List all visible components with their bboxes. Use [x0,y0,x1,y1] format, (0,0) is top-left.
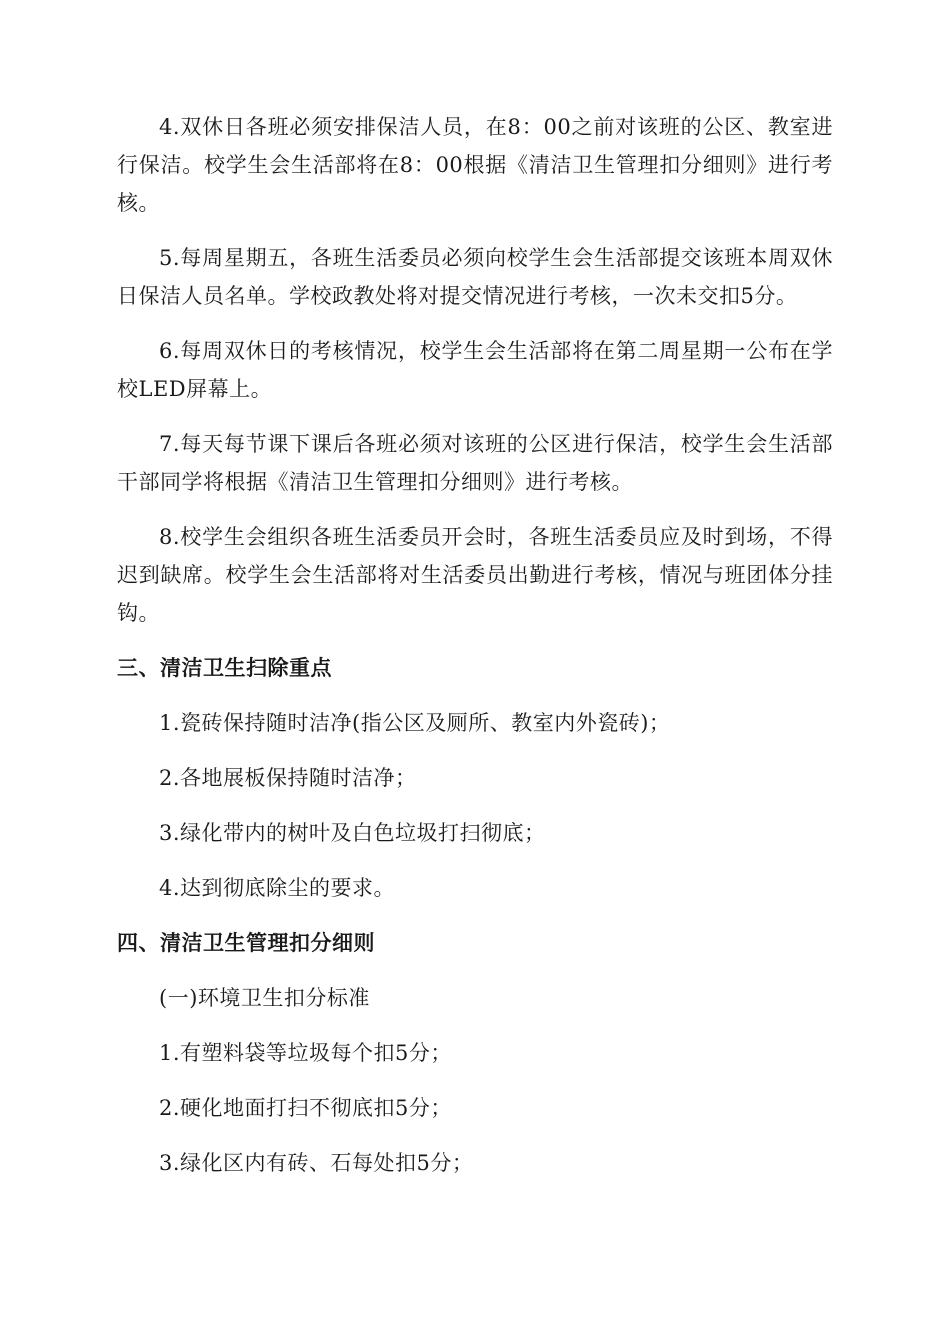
subsection-heading: (一)环境卫生扣分标准 [159,986,370,1010]
section-heading-4: 四、清洁卫生管理扣分细则 [117,931,375,955]
paragraph-item-4: 4.双休日各班必须安排保洁人员，在8：00之前对该班的公区、教室进行保洁。校学生会生活部将在8：00根据《清洁卫生管理扣分细则》进行考核。 [117,115,833,215]
document-page [117,108,833,1182]
list-item: 2.硬化地面打扫不彻底扣5分； [159,1096,452,1120]
list-item: 3.绿化区内有砖、石每处扣5分； [159,1151,474,1175]
list-item: 2.各地展板保持随时洁净； [159,766,417,790]
section-heading-3: 三、清洁卫生扫除重点 [117,656,332,680]
paragraph-item-6: 6.每周双休日的考核情况，校学生会生活部将在第二周星期一公布在学校LED屏幕上。 [117,339,833,401]
paragraph-item-7: 7.每天每节课下课后各班必须对该班的公区进行保洁，校学生会生活部干部同学将根据《清洁卫生管理扣分细则》进行考核。 [117,432,833,494]
paragraph-item-5: 5.每周星期五，各班生活委员必须向校学生会生活部提交该班本周双休日保洁人员名单。学校政教处将对提交情况进行考核，一次未交扣5分。 [117,246,833,308]
list-item: 1.有塑料袋等垃圾每个扣5分； [159,1041,452,1065]
list-item: 1.瓷砖保持随时洁净(指公区及厕所、教室内外瓷砖)； [159,711,671,735]
list-item: 3.绿化带内的树叶及白色垃圾打扫彻底； [159,821,546,845]
paragraph-item-8: 8.校学生会组织各班生活委员开会时，各班生活委员应及时到场，不得迟到缺席。校学生会生活部将对生活委员出勤进行考核，情况与班团体分挂钩。 [117,525,833,625]
list-item: 4.达到彻底除尘的要求。 [159,876,396,900]
